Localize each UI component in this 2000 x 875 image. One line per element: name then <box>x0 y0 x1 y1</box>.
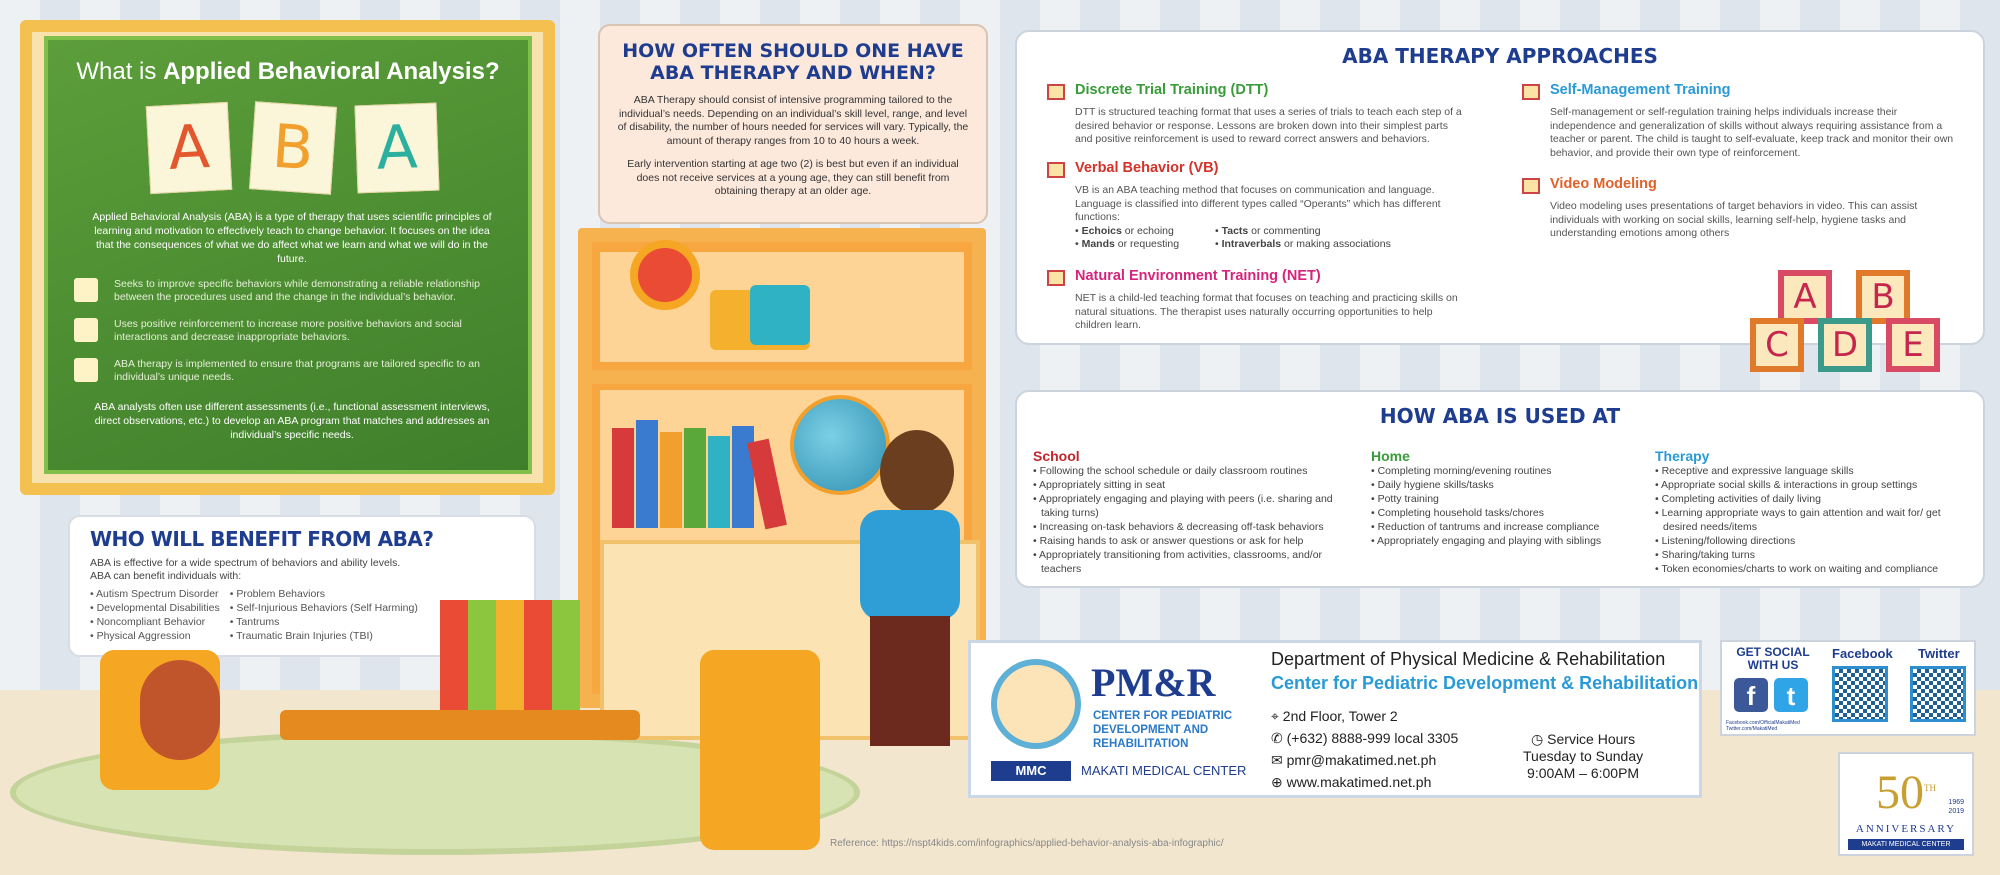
list-item: • Intraverbals or making associations <box>1215 238 1415 252</box>
block-b: B <box>1856 270 1910 324</box>
approach-net: Natural Environment Training (NET) NET is a child-led teaching format that focuses on teaching and practicing skills on natural situations. The therapist uses naturally occurring opportunities to help children learn. <box>1047 268 1467 333</box>
mmc-logo-icon: MMC <box>991 761 1071 781</box>
list-item: • Noncompliant Behavior <box>90 615 220 629</box>
child-illustration <box>840 430 960 770</box>
website-row[interactable]: ⊕ www.makatimed.net.ph <box>1271 774 1432 790</box>
approaches-panel <box>1015 30 1985 345</box>
social-panel <box>1720 640 1976 736</box>
letter-tile-b: B <box>249 101 337 195</box>
center-name: Center for Pediatric Development & Rehabilitation <box>1271 673 1699 693</box>
list-item: • Physical Aggression <box>90 629 220 643</box>
social-title: GET SOCIAL WITH US <box>1736 645 1810 672</box>
list-item: • Traumatic Brain Injuries (TBI) <box>230 629 418 643</box>
phone-icon: ✆ <box>1271 730 1287 746</box>
list-item: • Echoics or echoing <box>1075 225 1215 239</box>
list-item: • Appropriately sitting in seat <box>1033 478 1353 492</box>
ring-toy-illustration <box>630 240 700 310</box>
blocks-illustration <box>440 600 580 710</box>
reference-link[interactable]: Reference: https://nspt4kids.com/infographics/applied-behavior-analysis-aba-infographic/ <box>830 838 1224 849</box>
approach-self-management: Self-Management Training Self-management or self-regulation training helps individuals increase their independence and generalization of skills without always requiring assistance from a teacher or parent. The child is taught to self-evaluate, keep track and monitor their own behavior, and provide their own type of reinforcement. <box>1522 82 1962 160</box>
aba-intro: Applied Behavioral Analysis (ABA) is a type of therapy that uses scientific principles of learning and motivation to effectively teach to change behavior. It focuses on the idea that the consequences of what we do affect what we learn and what we will do in the future. <box>92 211 492 265</box>
school-column: School • Following the school schedule or daily classroom routines • Appropriately sitting in seat • Appropriately engaging and playing with peers (i.e. sharing and taking turns) • Increasing on-task behaviors & decreasing off-task behaviors • Raising hands to ask or answer questions or ask for help • Appropriately transitioning from activities, classrooms, and/or teachers <box>1033 448 1353 576</box>
list-item: • Developmental Disabilities <box>90 601 220 615</box>
list-item: • Tantrums <box>230 615 418 629</box>
anniversary-org: MAKATI MEDICAL CENTER <box>1848 839 1964 850</box>
benefit-list-2 <box>230 587 418 643</box>
operants-list <box>1075 225 1467 252</box>
dept-name: Department of Physical Medicine & Rehabilitation <box>1271 649 1666 669</box>
anniversary-label: ANNIVERSARY <box>1855 823 1957 835</box>
list-item: • Token economies/charts to work on waiting and compliance <box>1655 562 1975 576</box>
list-item: • Following the school schedule or daily classroom routines <box>1033 464 1353 478</box>
aba-point: Uses positive reinforcement to increase more positive behaviors and social interactions and decrease inappropriate behaviors. <box>74 318 514 344</box>
chalkboard-title: What is Applied Behavioral Analysis? <box>76 58 500 85</box>
pmr-logo-text: PM&R <box>1091 660 1216 705</box>
twitter-label: Twitter <box>1918 646 1960 661</box>
facebook-icon[interactable]: f <box>1734 678 1768 712</box>
pmr-logo-subtitle: CENTER FOR PEDIATRIC DEVELOPMENT AND REHABILITATION <box>1093 710 1233 750</box>
sun-icon <box>74 318 98 342</box>
benefit-list-1 <box>90 587 220 643</box>
approach-vb: Verbal Behavior (VB) VB is an ABA teaching method that focuses on communication and language. Language is classified into different types called “Operants” which has different functions: • Echoics or echoing • Tacts or commenting • Mands or requesting • Intraverbals or making associations <box>1047 160 1467 252</box>
list-item: • Tacts or commenting <box>1215 225 1415 239</box>
how-often-panel <box>598 24 988 224</box>
list-item: • Sharing/taking turns <box>1655 548 1975 562</box>
how-often-text: ABA Therapy should consist of intensive programming tailored to the individual’s needs. Depending on an individual’s skill level, range, and level of disability, the number of hours needed for services will vary. Typically, the amount of therapy ranges from 10 to 40 hours a week. <box>617 94 969 147</box>
how-used-panel <box>1015 390 1985 588</box>
aba-outro: ABA analysts often use different assessments (i.e., functional assessment interviews, direct observations, etc.) to develop an ABA program that matches and addresses an individual’s specific needs. <box>94 401 490 441</box>
how-often-text: Early intervention starting at age two (2) is best but even if an individual does not receive services at a young age, they can still benefit from obtaining therapy at an older age. <box>627 158 959 197</box>
aba-point: ABA therapy is implemented to ensure that programs are tailored specific to an individual’s unique needs. <box>74 358 514 384</box>
block-a: A <box>1778 270 1832 324</box>
list-item: • Listening/following directions <box>1655 534 1975 548</box>
how-used-title: HOW ABA IS USED AT <box>1379 404 1621 428</box>
list-item: • Completing morning/evening routines <box>1371 464 1641 478</box>
chair-illustration <box>700 650 820 850</box>
twitter-icon[interactable]: t <box>1774 678 1808 712</box>
list-item: • Receptive and expressive language skills <box>1655 464 1975 478</box>
therapy-column: Therapy • Receptive and expressive language skills • Appropriate social skills & interactions in group settings • Completing activities of daily living • Learning appropriate ways to gain attention and wait for/ get desired needs/items • Listening/following directions • Sharing/taking turns • Token economies/charts to work on waiting and compliance <box>1655 448 1975 576</box>
list-item: • Appropriately transitioning from activities, classrooms, and/or teachers <box>1033 548 1353 576</box>
benefit-intro: ABA is effective for a wide spectrum of behaviors and ability levels. ABA can benefit individuals with: <box>90 557 401 582</box>
approaches-title: ABA THERAPY APPROACHES <box>1342 44 1658 68</box>
puzzle-icon <box>74 278 98 302</box>
letter-tile-a: A <box>146 102 232 194</box>
list-item: • Self-Injurious Behaviors (Self Harming) <box>230 601 418 615</box>
block-e: E <box>1886 318 1940 372</box>
anniversary-number: 50TH <box>1876 766 1936 819</box>
social-links: Facebook.com/OfficialMakatiMed Twitter.com/MakatiMed <box>1726 720 1800 732</box>
mmc-name: MAKATI MEDICAL CENTER <box>1081 763 1247 778</box>
globe-icon: ⊕ <box>1271 774 1287 790</box>
location-icon: ⌖ <box>1271 708 1283 724</box>
block-d: D <box>1818 318 1872 372</box>
list-item: • Appropriately engaging and playing with peers (i.e. sharing and taking turns) <box>1033 492 1353 520</box>
list-item: • Completing activities of daily living <box>1655 492 1975 506</box>
list-item: • Reduction of tantrums and increase compliance <box>1371 520 1641 534</box>
anniversary-logo <box>1838 752 1974 856</box>
table-illustration <box>280 710 640 740</box>
tree-icon <box>74 358 98 382</box>
facebook-qr-code[interactable] <box>1832 666 1888 722</box>
mail-icon: ✉ <box>1271 752 1287 768</box>
list-item: • Problem Behaviors <box>230 587 418 601</box>
list-item: • Potty training <box>1371 492 1641 506</box>
list-item: • Increasing on-task behaviors & decreasing off-task behaviors <box>1033 520 1353 534</box>
list-item: • Learning appropriate ways to gain attention and wait for/ get desired needs/items <box>1655 506 1975 534</box>
home-column: Home • Completing morning/evening routines • Daily hygiene skills/tasks • Potty training • Completing household tasks/chores • Reduction of tantrums and increase compliance • Appropriately engaging and playing with siblings <box>1371 448 1641 548</box>
clock-icon: ◷ <box>1531 731 1548 747</box>
twitter-qr-code[interactable] <box>1910 666 1966 722</box>
approach-dtt: Discrete Trial Training (DTT) DTT is structured teaching format that uses a series of trials to teach each step of a desired behavior or response. Lessons are broken down into their simplest parts and positive reinforcement is used to reward correct answers and behaviors. <box>1047 82 1467 147</box>
email-row[interactable]: ✉ pmr@makatimed.net.ph <box>1271 752 1437 768</box>
benefit-title: WHO WILL BENEFIT FROM ABA? <box>90 527 434 551</box>
list-item: • Daily hygiene skills/tasks <box>1371 478 1641 492</box>
pmr-logo-icon <box>991 659 1081 749</box>
how-often-title: HOW OFTEN SHOULD ONE HAVE ABA THERAPY AND WHEN? <box>622 40 964 84</box>
list-item: • Appropriately engaging and playing with siblings <box>1371 534 1641 548</box>
list-item: • Raising hands to ask or answer questions or ask for help <box>1033 534 1353 548</box>
list-item: • Appropriate social skills & interactions in group settings <box>1655 478 1975 492</box>
list-item: • Completing household tasks/chores <box>1371 506 1641 520</box>
letter-tile-a2: A <box>354 103 439 194</box>
phone-row: ✆ (+632) 8888-999 local 3305 <box>1271 730 1459 746</box>
list-item: • Autism Spectrum Disorder <box>90 587 220 601</box>
address-row: ⌖ 2nd Floor, Tower 2 <box>1271 708 1398 724</box>
facebook-label: Facebook <box>1832 646 1893 661</box>
teddy-bear-illustration <box>140 660 220 760</box>
chalkboard <box>44 36 532 474</box>
contact-panel <box>968 640 1702 798</box>
block-c: C <box>1750 318 1804 372</box>
anniversary-years: 1969 2019 <box>1948 799 1964 815</box>
aba-point: Seeks to improve specific behaviors while demonstrating a reliable relationship between the procedures used and the change in the individual’s behavior. <box>74 278 514 304</box>
truck-cab-illustration <box>750 285 810 345</box>
list-item: • Mands or requesting <box>1075 238 1215 252</box>
contact-details <box>1271 705 1458 793</box>
service-hours: ◷ Service Hours Tuesday to Sunday 9:00AM – 6:00PM <box>1523 731 1644 781</box>
approach-video-modeling: Video Modeling Video modeling uses presentations of target behaviors in video. This can assist individuals with working on social skills, learning self-help, hygiene tasks and understanding emotions among others <box>1522 176 1962 241</box>
